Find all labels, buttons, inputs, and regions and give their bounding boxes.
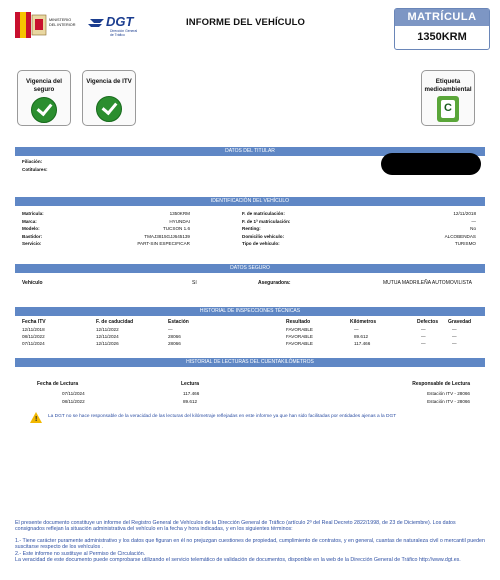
cotitulares-label: Cotitulares: (22, 167, 48, 172)
km-cell: 08/11/2022 (62, 399, 85, 404)
itv-cell: — (421, 334, 426, 339)
itv-header-cell: Gravedad (448, 319, 472, 325)
km-header-cell: Lectura (181, 381, 200, 387)
itv-cell: — (168, 327, 173, 332)
seguro-vehiculo-value: Sí (192, 280, 197, 286)
km-header-cell: Responsable de Lectura (412, 381, 470, 387)
vehiculo-field-label: Domicilio vehículo: (242, 233, 285, 239)
itv-header-cell: Estación (168, 319, 189, 325)
vehiculo-field-label: Servicio: (22, 241, 42, 247)
vehiculo-field-value: HYUNDAI (169, 218, 190, 224)
itv-header-cell: Fecha ITV (22, 319, 46, 325)
itv-cell: 12/11/2024 (96, 334, 119, 339)
vehiculo-field-value: — (471, 218, 476, 224)
page-title: INFORME DEL VEHÍCULO (186, 17, 305, 28)
itv-cell: — (452, 327, 457, 332)
km-cell: 07/11/2024 (62, 391, 85, 396)
itv-cell: FAVORABLE (286, 334, 313, 339)
section-km-bar: HISTORIAL DE LECTURAS DEL CUENTAKILÓMETROS (15, 358, 485, 367)
ministerio-logo (15, 12, 77, 38)
card-etiqueta-title: Etiqueta medioambiental (424, 78, 472, 93)
vehiculo-field-value: TUCSON 1.6 (162, 226, 190, 232)
vehiculo-field-value: ALCOBENDAS (444, 233, 476, 239)
itv-cell: FAVORABLE (286, 327, 313, 332)
check-icon (31, 97, 57, 123)
itv-cell: 12/11/2018 (22, 327, 45, 332)
itv-cell: 12/11/2026 (96, 341, 119, 346)
vehiculo-field-label: F. de 1ª matriculación: (242, 218, 291, 224)
card-itv-title: Vigencia de ITV (86, 78, 132, 85)
footer-p2: 1.- Tiene carácter puramente administrativo y los datos que figuran en él no prejuzgan cuestiones de propiedad, cumplimiento de contratos, y en general, cuantas de naturaleza civil o mercantil pueden suscitarse respecto de los vehículos . (15, 538, 485, 551)
km-cell: Estación ITV - 28066 (427, 399, 470, 404)
itv-cell: 12/11/2022 (96, 327, 119, 332)
section-vehiculo-bar: IDENTIFICACIÓN DEL VEHÍCULO (15, 197, 485, 206)
vehiculo-field-value: 1350KRM (169, 211, 190, 216)
vehiculo-field-label: Renting: (242, 226, 261, 232)
dgt-logo (88, 12, 140, 38)
itv-cell: 28066 (168, 341, 181, 346)
card-seguro (17, 70, 71, 126)
redacted-block (381, 153, 481, 175)
vehiculo-field-value: 12/11/2018 (453, 211, 476, 216)
card-itv (82, 70, 136, 126)
aseguradora-label: Aseguradora: (258, 280, 291, 286)
aseguradora-value: MUTUA MADRILEÑA AUTOMOVILISTA (383, 280, 472, 286)
vehiculo-field-label: Matrícula: (22, 211, 44, 216)
matricula-box (394, 8, 490, 50)
dgt-subtitle: Dirección General de Tráfico (110, 29, 138, 37)
itv-cell: 117.466 (354, 341, 371, 346)
itv-cell: 28066 (168, 334, 181, 339)
eco-label-letter: C (444, 102, 452, 114)
km-cell: Estación ITV - 28066 (427, 391, 470, 396)
seguro-vehiculo-label: Vehículo (22, 280, 43, 286)
vehiculo-field-value: TMAJ3815GJJ645139 (144, 233, 190, 239)
dgt-wordmark: DGT (106, 14, 134, 29)
itv-cell: — (354, 327, 359, 332)
warning-icon-mark: ! (35, 416, 38, 423)
section-titular-bar: DATOS DEL TITULAR (15, 147, 485, 156)
itv-header-cell: Resultado (286, 319, 311, 325)
matricula-label: MATRÍCULA (395, 9, 489, 26)
section-seguro-bar: DATOS SEGURO (15, 264, 485, 273)
ministerio-text: MINISTERIO DEL INTERIOR (49, 18, 76, 27)
km-cell: 89.612 (183, 399, 198, 404)
footer-p3: 2.- Este informe no sustituye al Permiso de Circulación. (15, 551, 146, 557)
itv-cell: 07/11/2024 (22, 341, 45, 346)
km-cell: 117.466 (183, 391, 200, 396)
section-itv-bar: HISTORIAL DE INSPECCIONES TÉCNICAS (15, 307, 485, 316)
vehiculo-field-label: Modelo: (22, 226, 40, 232)
vehiculo-field-label: F. de matriculación: (242, 211, 285, 216)
km-header-cell: Fecha de Lectura (37, 381, 79, 387)
card-seguro-title: Vigencia del seguro (26, 78, 62, 93)
itv-cell: — (452, 334, 457, 339)
vehiculo-field-label: Tipo de vehículo: (242, 241, 280, 247)
vehiculo-field-label: Bastidor: (22, 233, 43, 239)
km-warning: La DGT no se hace responsable de la veracidad de las lecturas del kilómetraje reflejadas en este informe ya que han sido facilitadas por entidades ajenas a la DGT (48, 414, 397, 419)
card-etiqueta (421, 70, 475, 126)
vehiculo-field-value: No (470, 226, 476, 232)
vehiculo-field-label: Marca: (22, 218, 37, 224)
itv-header-cell: F. de caducidad (96, 319, 134, 325)
itv-cell: 89.612 (354, 334, 369, 339)
itv-cell: — (421, 327, 426, 332)
vehiculo-field-value: TURISMO (454, 241, 476, 247)
itv-cell: FAVORABLE (286, 341, 313, 346)
itv-cell: — (421, 341, 426, 346)
matricula-value: 1350KRM (417, 31, 467, 43)
vehiculo-field-value: PART-SIN ESPECIFICAR (137, 241, 190, 247)
itv-cell: 08/11/2022 (22, 334, 45, 339)
itv-cell: — (452, 341, 457, 346)
itv-header-cell: Defectos (417, 319, 439, 325)
eco-label-icon (437, 96, 459, 122)
filiacion-label: Filiación: (22, 159, 43, 164)
itv-header-cell: Kilómetros (350, 319, 377, 325)
footer-p4: La veracidad de este documento puede comprobarse utilizando el servicio telemático de validación de documentos, disponible en la web de la Dirección General de Tráfico http://www.dgt.es. (15, 557, 461, 563)
check-icon (96, 96, 122, 122)
footer-p1: El presente documento constituye un informe del Registro General de Vehículos de la Dirección General de Tráfico (artículo 2º del Real Decreto 2822/1998, de 23 de Diciembre). Los datos consignados reflejan la situación administrativa del vehículo en la fecha y hora indicadas, y en los siguientes términos: (15, 520, 456, 533)
